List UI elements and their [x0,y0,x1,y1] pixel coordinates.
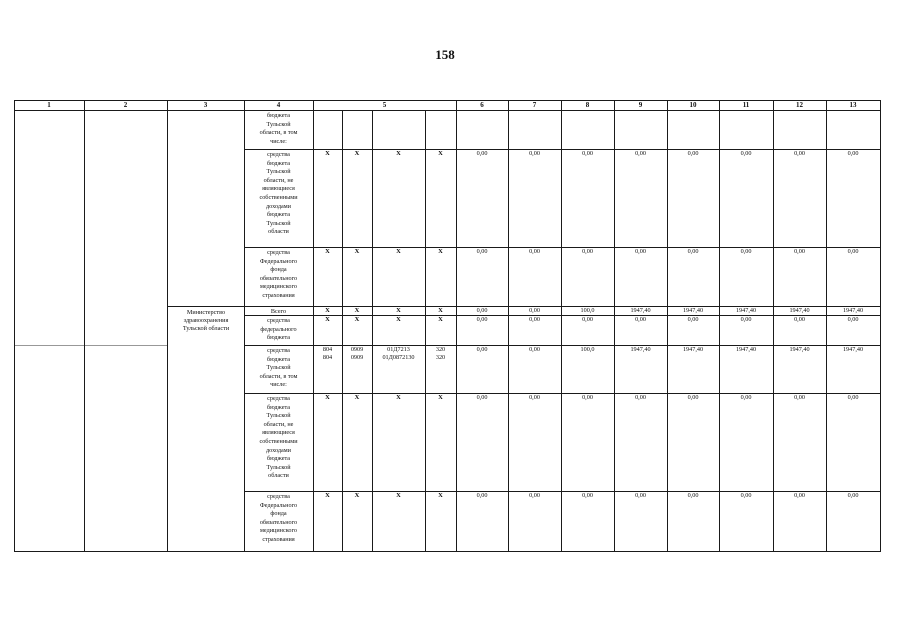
code-cell-4-2: X [396,316,401,323]
value-cell-5-11: 1947,40 [735,346,757,353]
value-cell-3-8: 100,0 [580,307,595,314]
code-cell-1-3: X [438,150,443,157]
code-cell-2-2: X [396,248,401,255]
value-cell-6-6: 0,00 [476,394,488,401]
column-header-9: 9 [638,101,643,109]
code-cell-5-1: 0909 0909 [350,346,364,361]
code-cell-4-0: X [325,316,330,323]
code-cell-7-1: X [354,492,360,499]
value-cell-6-10: 0,00 [687,394,699,401]
column-header-4: 4 [276,101,281,109]
row-label-1: средства бюджета Тульской области, не являющиеся собственными доходами бюджета Тульской области [259,151,298,236]
value-cell-7-9: 0,00 [635,492,646,499]
column-line-12 [826,100,827,552]
value-cell-4-8: 0,00 [582,316,593,323]
value-cell-5-7: 0,00 [529,346,540,353]
code-cell-5-0: 804 804 [322,346,333,361]
value-cell-4-7: 0,00 [529,316,540,323]
subcolumn-line-2 [425,110,426,552]
code-cell-7-0: X [325,492,330,499]
value-cell-6-9: 0,00 [635,394,646,401]
value-cell-2-12: 0,00 [794,248,805,255]
column-line-5 [456,100,457,552]
value-cell-2-11: 0,00 [740,248,752,255]
column-header-3: 3 [203,101,208,109]
value-cell-3-13: 1947,40 [842,307,864,314]
column-header-10: 10 [689,101,697,109]
value-cell-2-9: 0,00 [635,248,646,255]
code-cell-2-3: X [438,248,443,255]
column-header-5: 5 [382,101,387,109]
left-block-line [14,345,167,346]
code-cell-6-2: X [396,394,401,401]
column-line-7 [561,100,562,552]
page-number: 158 [435,47,455,62]
row-label-4: средства федерального бюджета [260,317,297,342]
value-cell-5-9: 1947,40 [630,346,651,353]
code-cell-6-1: X [354,394,360,401]
ministry-name: Министерство здравоохранения Тульской области [182,309,230,332]
column-header-2: 2 [123,101,128,109]
code-cell-5-2: 01Д7213 01Д0872130 [382,346,415,361]
row-label-5: средства бюджета Тульской области, в том числе: [259,347,298,389]
column-line-11 [773,100,774,552]
code-cell-4-1: X [354,316,360,323]
value-cell-1-8: 0,00 [582,150,593,157]
column-header-12: 12 [796,101,803,109]
value-cell-3-9: 1947,40 [630,307,651,314]
value-cell-7-10: 0,00 [687,492,699,499]
row-label-3: Всего [270,308,287,315]
value-cell-6-11: 0,00 [740,394,752,401]
code-cell-2-0: X [325,248,330,255]
column-line-10 [719,100,720,552]
code-cell-3-3: X [438,307,443,314]
column-line-8 [614,100,615,552]
value-cell-3-11: 1947,40 [735,307,757,314]
value-cell-3-12: 1947,40 [789,307,810,314]
value-cell-3-7: 0,00 [529,307,540,314]
value-cell-2-13: 0,00 [847,248,859,255]
value-cell-3-10: 1947,40 [682,307,704,314]
value-cell-7-8: 0,00 [582,492,593,499]
code-cell-3-2: X [396,307,401,314]
row-label-7: средства Федерального фонда обязательного медицинского страхования [259,493,298,543]
value-cell-2-6: 0,00 [476,248,488,255]
value-cell-7-13: 0,00 [847,492,859,499]
row-label-6: средства бюджета Тульской области, не являющиеся собственными доходами бюджета Тульской области [259,395,298,480]
value-cell-4-13: 0,00 [847,316,859,323]
value-cell-7-11: 0,00 [740,492,752,499]
column-line-1 [84,100,85,552]
column-header-11: 11 [742,101,750,109]
column-header-7: 7 [532,101,537,109]
value-cell-1-12: 0,00 [794,150,805,157]
value-cell-1-10: 0,00 [687,150,699,157]
code-cell-2-1: X [354,248,360,255]
column-header-13: 13 [849,101,857,109]
value-cell-4-10: 0,00 [687,316,699,323]
code-cell-3-0: X [325,307,330,314]
column-line-6 [508,100,509,552]
value-cell-3-6: 0,00 [476,307,488,314]
column-line-9 [667,100,668,552]
value-cell-2-10: 0,00 [687,248,699,255]
code-cell-7-2: X [396,492,401,499]
subcolumn-line-1 [372,110,373,552]
column-line-4 [313,100,314,552]
header-bottom-line [14,110,881,111]
value-cell-5-10: 1947,40 [682,346,704,353]
column-header-1: 1 [47,101,51,109]
column-line-13 [880,100,881,552]
code-cell-1-0: X [325,150,330,157]
value-cell-2-8: 0,00 [582,248,593,255]
column-header-8: 8 [585,101,590,109]
subcolumn-line-0 [342,110,343,552]
code-cell-7-3: X [438,492,443,499]
value-cell-5-8: 100,0 [580,346,595,353]
value-cell-4-11: 0,00 [740,316,752,323]
row-label-2: средства Федерального фонда обязательного медицинского страхования [259,249,298,299]
value-cell-4-9: 0,00 [635,316,646,323]
value-cell-1-13: 0,00 [847,150,859,157]
value-cell-7-7: 0,00 [529,492,540,499]
value-cell-2-7: 0,00 [529,248,540,255]
code-cell-3-1: X [354,307,360,314]
code-cell-6-3: X [438,394,443,401]
value-cell-7-6: 0,00 [476,492,488,499]
value-cell-6-13: 0,00 [847,394,859,401]
value-cell-1-7: 0,00 [529,150,540,157]
value-cell-1-9: 0,00 [635,150,646,157]
value-cell-4-6: 0,00 [476,316,488,323]
value-cell-4-12: 0,00 [794,316,805,323]
row-label-0: бюджета Тульской области, в том числе: [259,112,298,145]
code-cell-4-3: X [438,316,443,323]
code-cell-5-3: 320 320 [435,346,446,361]
code-cell-1-1: X [354,150,360,157]
value-cell-6-7: 0,00 [529,394,540,401]
value-cell-1-6: 0,00 [476,150,488,157]
value-cell-6-12: 0,00 [794,394,805,401]
value-cell-1-11: 0,00 [740,150,752,157]
value-cell-5-12: 1947,40 [789,346,810,353]
table-border-bottom [14,551,881,552]
column-header-6: 6 [480,101,484,109]
code-cell-6-0: X [325,394,330,401]
value-cell-7-12: 0,00 [794,492,805,499]
code-cell-1-2: X [396,150,401,157]
value-cell-5-13: 1947,40 [842,346,864,353]
value-cell-6-8: 0,00 [582,394,593,401]
value-cell-5-6: 0,00 [476,346,488,353]
column-line-0 [14,100,15,552]
